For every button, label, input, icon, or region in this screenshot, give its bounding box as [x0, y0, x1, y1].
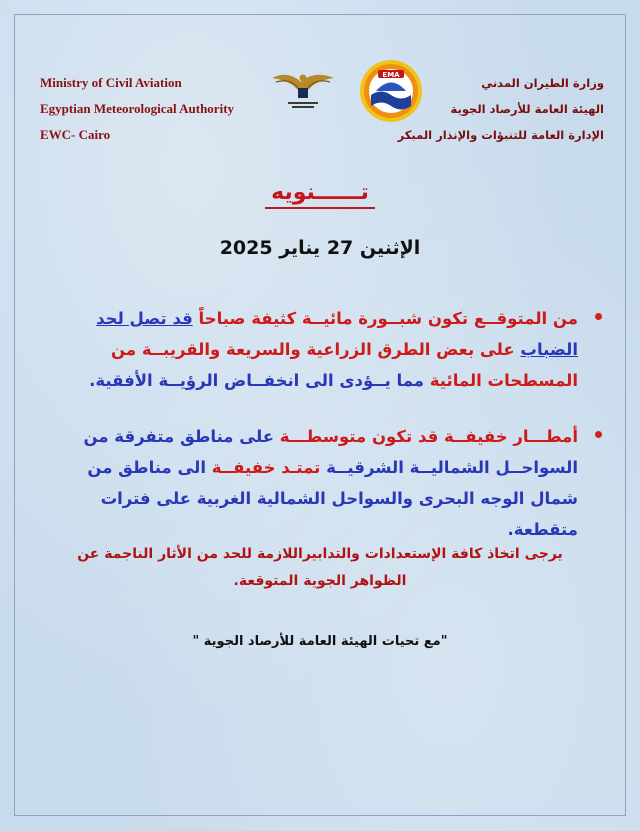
fog-bullet	[38, 303, 578, 396]
bullet-dot	[595, 313, 602, 320]
fog-text-part2: قد تصل لحد الضباب	[96, 309, 578, 359]
header-arabic	[364, 70, 604, 148]
notice-date: الإثنين 27 يناير 2025	[219, 237, 421, 259]
ministry-name-en: Ministry of Civil Aviation	[40, 75, 182, 90]
closing-greeting: "مع تحيات الهيئة العامة للأرصاد الجوية "	[192, 634, 448, 649]
center-name-ar: الإدارة العامة للتنبؤات والإنذار المبكر	[397, 128, 604, 142]
authority-name-en: Egyptian Meteorological Authority	[40, 101, 235, 116]
rain-text-part2: على مناطق متفرقة من السواحــل الشماليــة الشرقيــة	[83, 427, 578, 477]
rain-text-part1: أمطـــار خفيفــة قد تكون متوسطـــة	[273, 427, 578, 446]
fog-text-part1: من المتوقــع تكون شبــورة مائيــة كثيفة صباحاً	[192, 309, 578, 328]
header-english	[40, 70, 290, 148]
ministry-eagle-logo	[268, 64, 338, 112]
ema-logo-text: EMA	[382, 71, 400, 79]
precaution-note: يرجى اتخاذ كافة الإستعدادات والتدابيراللازمة للحد من الأثار الناجمة عن الظواهر الجوية المتوقعة.	[77, 546, 563, 589]
rain-text-part4: الى مناطق من شمال الوجه البحرى والسواحل الشمالية الغربية على فترات متقطعة.	[87, 458, 578, 539]
notice-title: تــــــنويه	[0, 180, 640, 205]
authority-name-ar: الهيئة العامة للأرصاد الجوية	[450, 102, 604, 116]
fog-text-part4: مما يــؤدى الى انخفــاض الرؤيــة الأفقية.	[89, 371, 425, 390]
fog-text-part3: على بعض الطرق الزراعية والسريعة والقريبــة من المسطحات المائية	[111, 340, 578, 390]
rain-bullet	[38, 421, 578, 545]
center-name-en: EWC- Cairo	[40, 127, 111, 142]
ministry-name-ar: وزارة الطيران المدني	[481, 76, 604, 90]
rain-text-part3: تمتـد خفيفــة	[206, 458, 321, 477]
bullet-dot	[595, 431, 602, 438]
